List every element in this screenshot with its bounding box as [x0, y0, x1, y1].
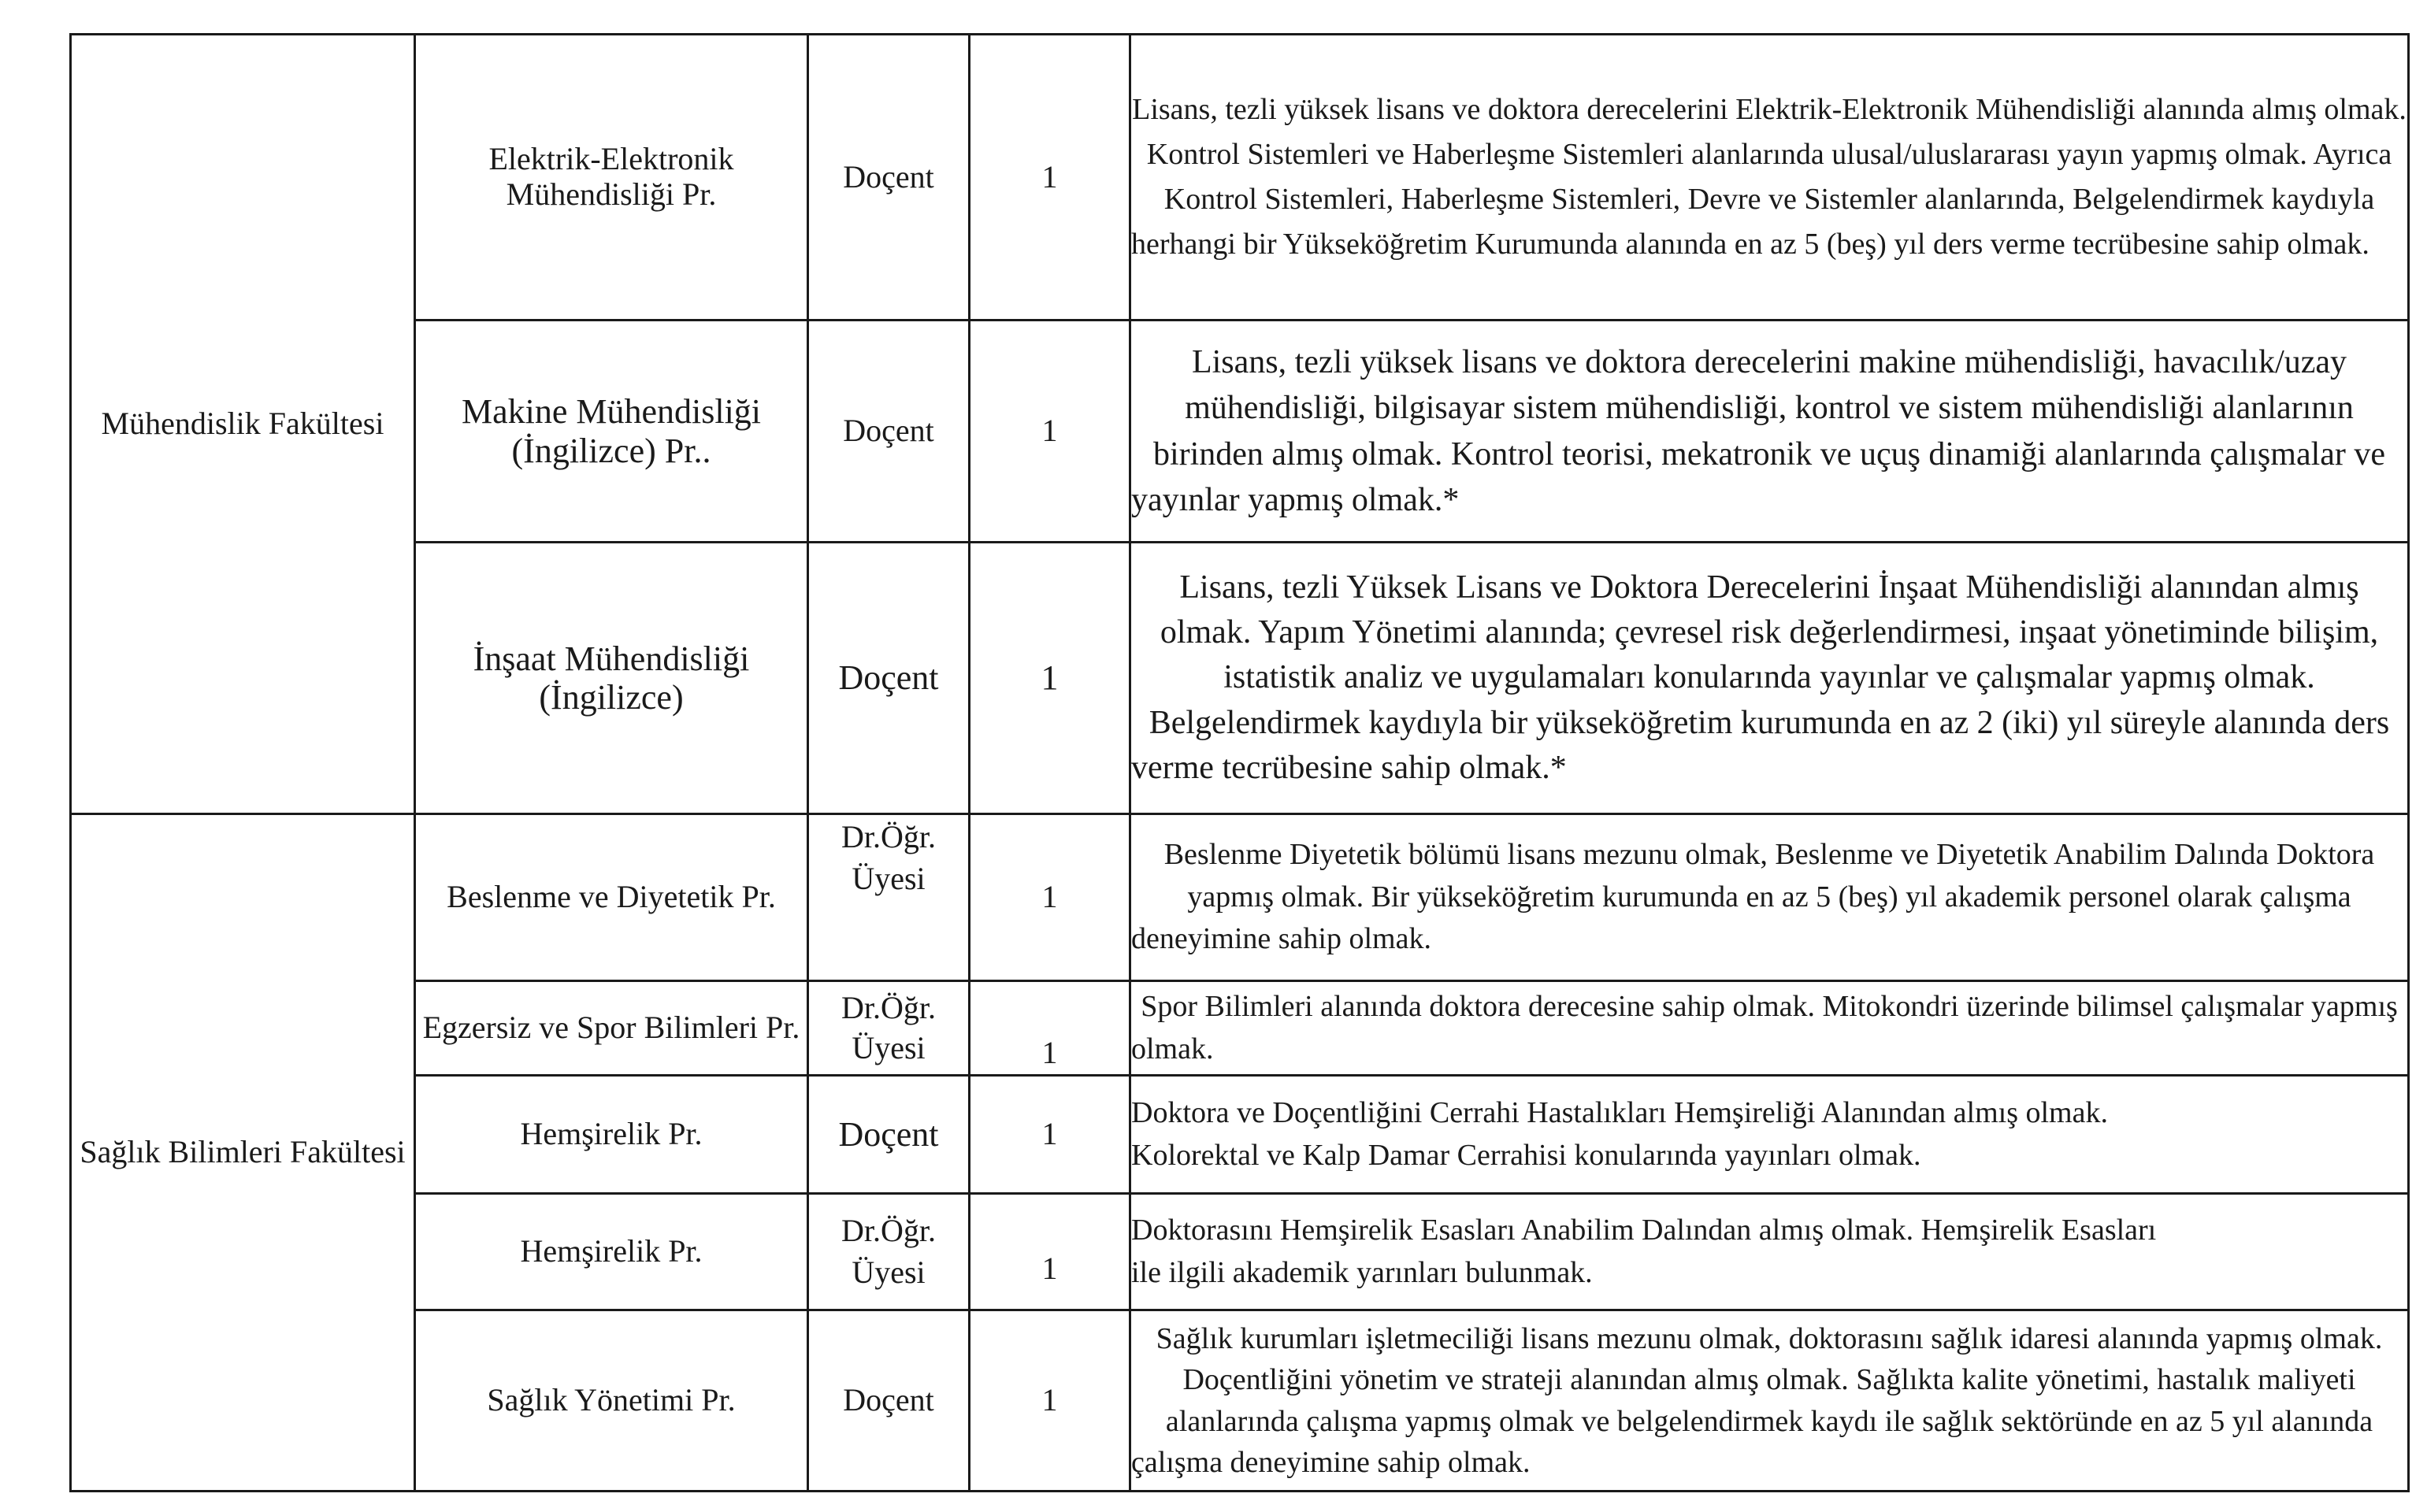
program-cell: Egzersiz ve Spor Bilimleri Pr.	[415, 981, 808, 1076]
program-cell: Sağlık Yönetimi Pr.	[415, 1310, 808, 1492]
count-cell: 1	[970, 1310, 1130, 1492]
count-cell: 1	[970, 1076, 1130, 1194]
title-line: Dr.Öğr.	[841, 1212, 936, 1248]
count-cell: 1	[970, 981, 1130, 1076]
title-cell: Doçent	[808, 1076, 970, 1194]
table-row	[71, 814, 2409, 981]
table-row	[71, 543, 2409, 814]
faculty-name-cell: Sağlık Bilimleri Fakültesi	[71, 814, 415, 1492]
count-cell: 1	[970, 814, 1130, 981]
requirement-line: Kolorektal ve Kalp Damar Cerrahisi konularında yayınları olmak.	[1131, 1138, 1921, 1172]
count-cell: 1	[970, 543, 1130, 814]
title-cell: Doçent	[808, 1310, 970, 1492]
requirement-cell: Lisans, tezli Yüksek Lisans ve Doktora Derecelerini İnşaat Mühendisliği alanından almış olmak. Yapım Yönetimi alanında; çevresel risk değerlendirmesi, inşaat yönetiminde bilişim, istatistik analiz ve uygulamaları konularında yayınlar ve çalışmalar yapmış olmak. Belgelendirmek kaydıyla bir yükseköğretim kurumunda en az 2 (iki) yıl süreyle alanında ders verme tecrübesine sahip olmak.*	[1130, 543, 2409, 814]
title-line: Üyesi	[852, 860, 926, 896]
requirement-cell: Beslenme Diyetetik bölümü lisans mezunu olmak, Beslenme ve Diyetetik Anabilim Dalında Doktora yapmış olmak. Bir yükseköğretim kurumunda en az 5 (beş) yıl akademik personel olarak çalışma deneyimine sahip olmak.	[1130, 814, 2409, 981]
table-row	[71, 321, 2409, 543]
program-cell: Hemşirelik Pr.	[415, 1076, 808, 1194]
table-row	[71, 981, 2409, 1076]
title-cell	[808, 814, 970, 981]
title-cell	[808, 1194, 970, 1310]
requirement-cell: Spor Bilimleri alanında doktora derecesine sahip olmak. Mitokondri üzerinde bilimsel çalışmalar yapmış olmak.	[1130, 981, 2409, 1076]
table-row	[71, 35, 2409, 321]
title-cell: Doçent	[808, 543, 970, 814]
title-line: Üyesi	[852, 1029, 926, 1065]
program-cell: İnşaat Mühendisliği (İngilizce)	[415, 543, 808, 814]
title-line: Dr.Öğr.	[841, 819, 936, 854]
program-cell: Makine Mühendisliği (İngilizce) Pr..	[415, 321, 808, 543]
requirement-line: Doktorasını Hemşirelik Esasları Anabilim Dalından almış olmak. Hemşirelik Esasları	[1131, 1213, 2157, 1247]
requirement-line: Doktora ve Doçentliğini Cerrahi Hastalıkları Hemşireliği Alanından almış olmak.	[1131, 1095, 2108, 1129]
table-row	[71, 1194, 2409, 1310]
requirement-cell: Lisans, tezli yüksek lisans ve doktora derecelerini makine mühendisliği, havacılık/uzay mühendisliği, bilgisayar sistem mühendisliği, kontrol ve sistem mühendisliği alanlarının birinden almış olmak. Kontrol teorisi, mekatronik ve uçuş dinamiği alanlarında çalışmalar ve yayınlar yapmış olmak.*	[1130, 321, 2409, 543]
faculty-positions-table	[69, 33, 2410, 1492]
requirement-cell	[1130, 1076, 2409, 1194]
requirement-cell: Sağlık kurumları işletmeciliği lisans mezunu olmak, doktorasını sağlık idaresi alanında yapmış olmak. Doçentliğini yönetim ve strateji alanından almış olmak. Sağlıkta kalite yönetimi, hastalık maliyeti alanlarında çalışma yapmış olmak ve belgelendirmek kaydı ile sağlık sektöründe en az 5 yıl alanında çalışma deneyimine sahip olmak.	[1130, 1310, 2409, 1492]
faculty-name-cell: Mühendislik Fakültesi	[71, 35, 415, 814]
requirement-line: ile ilgili akademik yarınları bulunmak.	[1131, 1255, 1593, 1289]
table-row	[71, 1076, 2409, 1194]
title-cell: Doçent	[808, 35, 970, 321]
program-cell: Hemşirelik Pr.	[415, 1194, 808, 1310]
count-cell: 1	[970, 35, 1130, 321]
requirement-cell: Lisans, tezli yüksek lisans ve doktora derecelerini Elektrik-Elektronik Mühendisliği alanında almış olmak. Kontrol Sistemleri ve Haberleşme Sistemleri alanlarında ulusal/uluslararası yayın yapmış olmak. Ayrıca Kontrol Sistemleri, Haberleşme Sistemleri, Devre ve Sistemler alanlarında, Belgelendirmek kaydıyla herhangi bir Yükseköğretim Kurumunda alanında en az 5 (beş) yıl ders verme tecrübesine sahip olmak.	[1130, 35, 2409, 321]
count-cell: 1	[970, 321, 1130, 543]
table-row	[71, 1310, 2409, 1492]
program-cell: Beslenme ve Diyetetik Pr.	[415, 814, 808, 981]
title-line: Üyesi	[852, 1254, 926, 1290]
requirement-cell	[1130, 1194, 2409, 1310]
title-cell: Doçent	[808, 321, 970, 543]
title-cell	[808, 981, 970, 1076]
title-line: Dr.Öğr.	[841, 989, 936, 1025]
count-cell: 1	[970, 1194, 1130, 1310]
program-cell: Elektrik-Elektronik Mühendisliği Pr.	[415, 35, 808, 321]
